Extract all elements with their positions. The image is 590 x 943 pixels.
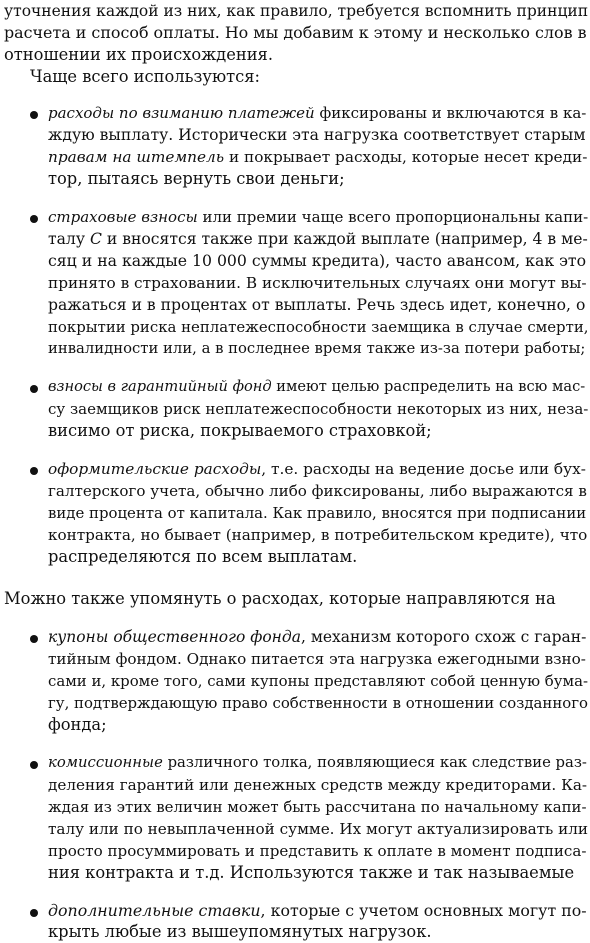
text: или премии чаще всего пропорциональны капи- (197, 208, 589, 226)
lead-line: Чаще всего используются: (30, 67, 261, 86)
list-item-line: гу, подтверждающую право собственности в отношении созданного (48, 694, 588, 712)
list-item-line: ражаться и в процентах от выплаты. Речь здесь идет, конечно, о (48, 296, 586, 314)
term: страховые взносы (48, 208, 198, 226)
list-item-line: галтерского учета, обычно либо фиксированы, либо выражаются в (48, 482, 587, 500)
list-item-line (48, 102, 586, 124)
list-item-line: контракта, но бывает (например, в потребительском кредите), что (48, 526, 588, 544)
list-item-line (48, 228, 588, 250)
list-item-line: висимо от риска, покрываемого страховкой; (48, 421, 432, 440)
bullet-icon (30, 761, 38, 769)
list-item-line (48, 206, 588, 228)
text: и вносятся также при каждой выплате (например, 4 в ме- (101, 230, 588, 248)
list-item-line (48, 458, 586, 480)
text: фиксированы и включаются в ка- (314, 104, 587, 122)
bullet-icon (30, 467, 38, 475)
list-item-line: ждая из этих величин может быть рассчитана по начальному капи- (48, 798, 587, 816)
term: взносы в гарантийный фонд (48, 378, 272, 395)
text: , т.е. расходы на ведение досье или бух- (261, 460, 586, 478)
text-line: Можно также упомянуть о расходах, которые направляются на (4, 589, 556, 608)
list-item-line: тийным фондом. Однако питается эта нагрузка ежегодными взно- (48, 650, 586, 668)
list-item-line: принято в страховании. В исключительных случаях они могут вы- (48, 274, 587, 292)
text: талу (48, 230, 90, 248)
list-item-line (48, 146, 587, 168)
list-item-line (48, 626, 586, 648)
list-item-line (48, 752, 587, 774)
term: оформительские расходы (48, 460, 262, 478)
text: и покрывает расходы, которые несет креди- (224, 148, 588, 166)
list-item-line: сяц и на каждые 10 000 суммы кредита), часто авансом, как это (48, 251, 587, 270)
term: правам на штемпель (48, 148, 225, 166)
term: купоны общественного фонда (48, 628, 301, 646)
list-item-line: просто просуммировать и представить к оплате в момент подписа- (48, 842, 587, 860)
list-item-line: фонда; (48, 715, 107, 734)
term: дополнительные ставки (48, 901, 261, 920)
text-line: уточнения каждой из них, как правило, требуется вспомнить принцип (4, 2, 589, 20)
term: комиссионные (48, 754, 163, 771)
text: , которые с учетом основных могут по- (260, 901, 587, 920)
list-item-line: талу или по невыплаченной сумме. Их могут актуализировать или (48, 820, 589, 838)
bullet-icon (30, 909, 38, 917)
bullet-icon (30, 111, 38, 119)
bullet-icon (30, 635, 38, 643)
text-line: расчета и способ оплаты. Но мы добавим к этому и несколько слов в (4, 23, 587, 42)
list-item-line: инвалидности или, а в последнее время также из-за потери работы; (48, 340, 586, 357)
list-item-line: су заемщиков риск неплатежеспособности некоторых из них, неза- (48, 400, 589, 418)
list-item-line: виде процента от капитала. Как правило, вносятся при подписании (48, 504, 587, 522)
term: расходы по взиманию платежей (48, 104, 315, 122)
text: имеют целью распределить на всю мас- (271, 378, 586, 395)
list-item-line (48, 376, 585, 398)
list-item-line: распределяются по всем выплатам. (48, 547, 358, 566)
text-line: отношении их происхождения. (4, 45, 273, 64)
list-item-line: крыть любые из вышеупомянутых нагрузок. (48, 922, 432, 941)
text: различного толка, появляющиеся как следствие раз- (162, 754, 587, 771)
list-item-line: ния контракта и т.д. Используются также и так называемые (48, 863, 575, 882)
list-item-line: ждую выплату. Исторически эта нагрузка соответствует старым (48, 126, 586, 144)
list-item-line (48, 900, 587, 922)
text: , механизм которого схож с гаран- (300, 628, 587, 646)
bullet-icon (30, 215, 38, 223)
list-item-line: тор, пытаясь вернуть свои деньги; (48, 169, 345, 188)
list-item-line: сами и, кроме того, сами купоны представляют собой ценную бума- (48, 672, 589, 690)
list-item-line: деления гарантий или денежных средств между кредиторами. Ка- (48, 776, 588, 794)
variable: C (89, 230, 102, 248)
bullet-icon (30, 385, 38, 393)
list-item-line: покрытии риска неплатежеспособности заемщика в случае смерти, (48, 318, 589, 336)
